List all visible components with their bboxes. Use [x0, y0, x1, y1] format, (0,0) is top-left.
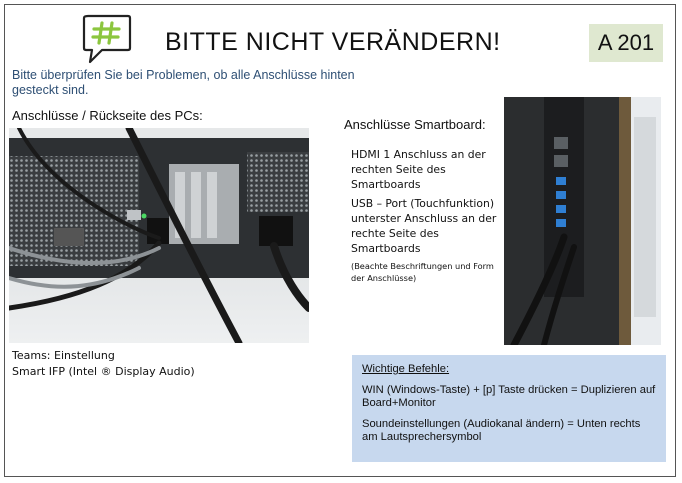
command-sound: Soundeinstellungen (Audiokanal ändern) = Unten rechts am Lautsprechersymbol — [362, 418, 641, 443]
commands-box — [352, 355, 666, 462]
labels-note: (Beachte Beschriftungen und Form der Anschlüsse) — [351, 261, 494, 283]
page-title: BITTE NICHT VERÄNDERN! — [165, 28, 501, 56]
smartboard-ports-photo — [504, 97, 661, 345]
hashtag-speech-bubble-icon — [80, 12, 132, 66]
commands-heading: Wichtige Befehle: — [362, 363, 450, 375]
usb-note: USB – Port (Touchfunktion) unterster Anschluss an der rechte Seite des Smartboards — [351, 197, 497, 255]
teams-settings — [12, 348, 195, 380]
command-duplicate: WIN (Windows-Taste) + [p] Taste drücken = Duplizieren auf Board+Monitor — [362, 384, 656, 409]
teams-line-2: Smart IFP (Intel ® Display Audio) — [12, 365, 195, 378]
pc-section-label: Anschlüsse / Rückseite des PCs: — [12, 108, 203, 123]
hdmi-note: HDMI 1 Anschluss an der rechten Seite des Smartboards — [351, 148, 486, 191]
teams-line-1: Teams: Einstellung — [12, 349, 115, 362]
pc-rear-photo — [9, 128, 309, 343]
intro-text: Bitte überprüfen Sie bei Problemen, ob alle Anschlüsse hinten gesteckt sind. — [12, 68, 355, 97]
smartboard-notes — [351, 147, 501, 288]
room-badge: A 201 — [589, 24, 663, 62]
smartboard-section-label: Anschlüsse Smartboard: — [344, 117, 486, 132]
